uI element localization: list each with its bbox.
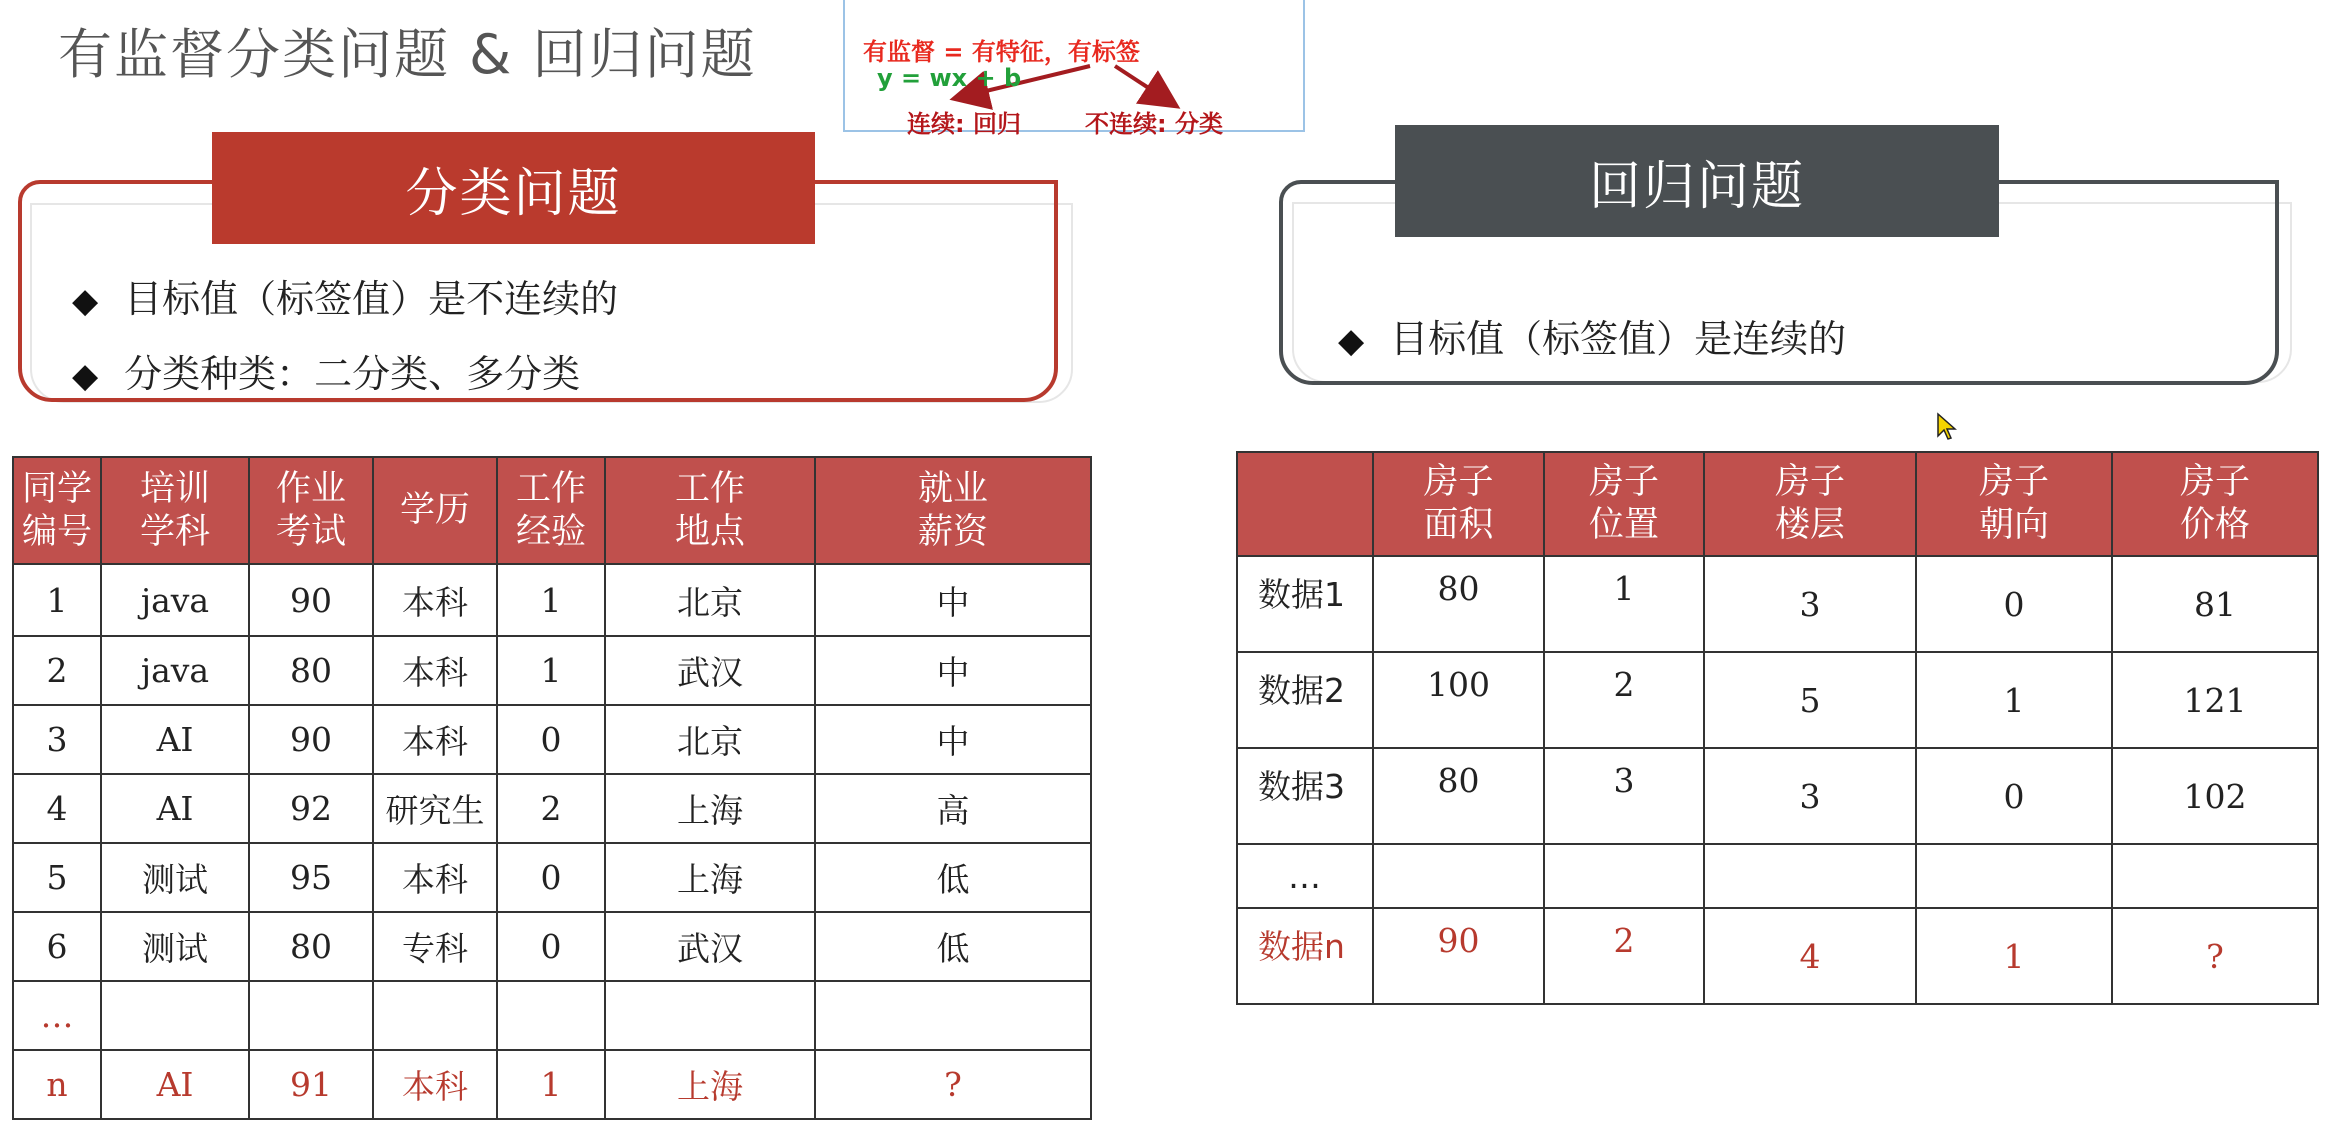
table-row — [13, 774, 1091, 843]
table-cell: 数据n — [1237, 908, 1373, 1004]
table-cell: 北京 — [605, 705, 815, 774]
table-cell — [1544, 844, 1704, 908]
column-header: 就业 薪资 — [815, 457, 1091, 564]
table-cell: 1 — [497, 636, 605, 705]
table-cell — [373, 981, 497, 1050]
table-row-target — [1237, 908, 2318, 1004]
diamond-bullet-icon: ◆ — [72, 356, 99, 396]
table-cell: 中 — [815, 705, 1091, 774]
table-cell: 92 — [249, 774, 373, 843]
table-row — [13, 564, 1091, 636]
table-cell: 5 — [13, 843, 101, 912]
bullet-text: 分类种类：二分类、多分类 — [124, 352, 581, 396]
table-cell: 测试 — [101, 912, 249, 981]
table-cell: AI — [101, 705, 249, 774]
table-cell: 上海 — [605, 843, 815, 912]
column-header: 工作 经验 — [497, 457, 605, 564]
table-cell: 2 — [1544, 652, 1704, 748]
table-cell: … — [1237, 844, 1373, 908]
table-cell — [2112, 844, 2318, 908]
table-cell: 95 — [249, 843, 373, 912]
table-cell: n — [13, 1050, 101, 1119]
table-cell: ? — [815, 1050, 1091, 1119]
table-cell: 本科 — [373, 636, 497, 705]
diamond-bullet-icon: ◆ — [72, 281, 99, 321]
table-cell: 中 — [815, 564, 1091, 636]
regression-table — [1236, 451, 2319, 1005]
column-header: 房子 朝向 — [1916, 452, 2112, 556]
table-cell: 1 — [13, 564, 101, 636]
classification-bullet-1 — [72, 268, 618, 323]
table-cell: java — [101, 564, 249, 636]
table-cell: 专科 — [373, 912, 497, 981]
table-cell: 100 — [1373, 652, 1544, 748]
table-cell: 武汉 — [605, 636, 815, 705]
table-cell: 90 — [249, 564, 373, 636]
table-cell: 北京 — [605, 564, 815, 636]
slide-title: 有监督分类问题 & 回归问题 — [58, 23, 757, 86]
table-cell: 81 — [2112, 556, 2318, 652]
table-header-row — [1237, 452, 2318, 556]
table-cell: 0 — [497, 843, 605, 912]
column-header: 学历 — [373, 457, 497, 564]
diamond-bullet-icon: ◆ — [1338, 321, 1365, 361]
table-cell: 本科 — [373, 843, 497, 912]
table-cell: 3 — [1704, 748, 1916, 844]
column-header: 培训 学科 — [101, 457, 249, 564]
table-cell: 0 — [1916, 748, 2112, 844]
table-row — [13, 636, 1091, 705]
column-header — [1237, 452, 1373, 556]
table-cell: 1 — [1544, 556, 1704, 652]
table-cell: 数据1 — [1237, 556, 1373, 652]
table-cell: 121 — [2112, 652, 2318, 748]
table-cell: 80 — [249, 636, 373, 705]
table-cell: 低 — [815, 912, 1091, 981]
column-header: 同学 编号 — [13, 457, 101, 564]
table-cell — [497, 981, 605, 1050]
table-cell: AI — [101, 1050, 249, 1119]
table-header-row — [13, 457, 1091, 564]
regression-bullet-1 — [1338, 308, 1846, 363]
table-cell: 3 — [1704, 556, 1916, 652]
bullet-text: 目标值（标签值）是连续的 — [1390, 317, 1847, 361]
table-row — [1237, 844, 2318, 908]
table-cell — [605, 981, 815, 1050]
table-cell: 80 — [1373, 556, 1544, 652]
table-cell: 2 — [13, 636, 101, 705]
column-header: 作业 考试 — [249, 457, 373, 564]
table-cell: 1 — [1916, 908, 2112, 1004]
table-cell: 高 — [815, 774, 1091, 843]
table-cell: 数据3 — [1237, 748, 1373, 844]
table-cell: 2 — [1544, 908, 1704, 1004]
table-cell: 本科 — [373, 705, 497, 774]
column-header: 房子 楼层 — [1704, 452, 1916, 556]
table-cell: 中 — [815, 636, 1091, 705]
table-cell: 0 — [497, 912, 605, 981]
table-cell: 本科 — [373, 564, 497, 636]
column-header: 房子 价格 — [2112, 452, 2318, 556]
table-cell: 2 — [497, 774, 605, 843]
table-cell: 90 — [1373, 908, 1544, 1004]
table-cell — [1704, 844, 1916, 908]
note-supervised-definition: 有监督 = 有特征，有标签 — [863, 38, 1140, 66]
table-cell — [101, 981, 249, 1050]
column-header: 房子 面积 — [1373, 452, 1544, 556]
classification-header: 分类问题 — [212, 132, 815, 244]
table-cell — [815, 981, 1091, 1050]
column-header: 工作 地点 — [605, 457, 815, 564]
table-cell — [1373, 844, 1544, 908]
table-cell: 研究生 — [373, 774, 497, 843]
table-cell: 3 — [13, 705, 101, 774]
table-cell: ? — [2112, 908, 2318, 1004]
table-cell: 90 — [249, 705, 373, 774]
table-cell — [1916, 844, 2112, 908]
table-cell: 0 — [497, 705, 605, 774]
table-row — [13, 843, 1091, 912]
table-cell: 6 — [13, 912, 101, 981]
table-cell: 低 — [815, 843, 1091, 912]
table-cell: 测试 — [101, 843, 249, 912]
classification-bullet-2 — [72, 343, 580, 398]
table-cell: 1 — [1916, 652, 2112, 748]
table-cell: 上海 — [605, 1050, 815, 1119]
table-cell: 武汉 — [605, 912, 815, 981]
note-continuous: 连续: 回归 — [907, 110, 1021, 138]
table-row — [1237, 652, 2318, 748]
table-cell: 1 — [497, 1050, 605, 1119]
table-row — [13, 705, 1091, 774]
table-cell: 0 — [1916, 556, 2112, 652]
table-row-target — [13, 1050, 1091, 1119]
mouse-cursor-icon — [1936, 412, 1958, 442]
table-cell: 5 — [1704, 652, 1916, 748]
table-cell: 3 — [1544, 748, 1704, 844]
bullet-text: 目标值（标签值）是不连续的 — [124, 277, 619, 321]
table-row — [1237, 556, 2318, 652]
table-cell: … — [13, 981, 101, 1050]
table-cell: 80 — [1373, 748, 1544, 844]
table-cell: 4 — [13, 774, 101, 843]
table-row — [13, 981, 1091, 1050]
table-cell: 1 — [497, 564, 605, 636]
table-row — [1237, 748, 2318, 844]
column-header: 房子 位置 — [1544, 452, 1704, 556]
table-cell: AI — [101, 774, 249, 843]
table-cell: 数据2 — [1237, 652, 1373, 748]
table-cell — [249, 981, 373, 1050]
table-cell: 本科 — [373, 1050, 497, 1119]
table-cell: 上海 — [605, 774, 815, 843]
table-cell: 80 — [249, 912, 373, 981]
classification-table — [12, 456, 1092, 1120]
table-cell: java — [101, 636, 249, 705]
annotation-note — [843, 0, 1305, 138]
note-discontinuous: 不连续: 分类 — [1085, 110, 1223, 138]
table-cell: 102 — [2112, 748, 2318, 844]
table-cell: 91 — [249, 1050, 373, 1119]
regression-header: 回归问题 — [1395, 125, 1999, 237]
table-row — [13, 912, 1091, 981]
note-formula: y = wx + b — [877, 64, 1022, 92]
table-cell: 4 — [1704, 908, 1916, 1004]
